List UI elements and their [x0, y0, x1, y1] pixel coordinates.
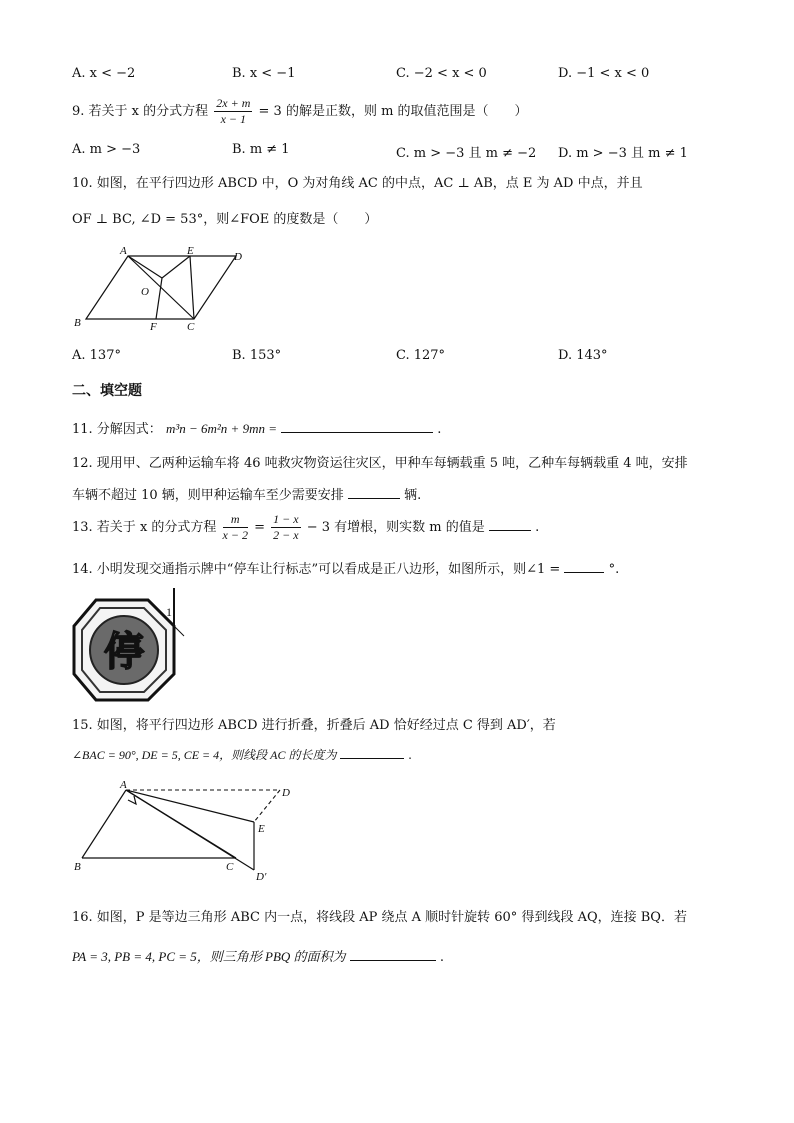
q10-line1: 10. 如图，在平行四边形 ABCD 中，O 为对角线 AC 的中点，AC ⊥ AB，点 E 为 AD 中点，并且	[72, 176, 643, 191]
q15-label-d: D	[282, 787, 290, 799]
segment-ae	[126, 790, 254, 822]
q15-label-c: C	[226, 861, 234, 873]
q15-label-e: E	[258, 823, 265, 835]
q10-line2: OF ⊥ BC, ∠D = 53°，则∠FOE 的度数是（ ）	[72, 212, 378, 227]
q16-answer-blank	[350, 960, 436, 961]
q10-label-f: F	[150, 321, 157, 333]
q12-line2-prefix: 车辆不超过 10 辆，则甲种运输车至少需要安排	[72, 488, 344, 503]
q12-answer-blank	[348, 498, 400, 499]
q13-fraction-1	[223, 512, 248, 543]
q9-option-d: D. m > −3 且 m ≠ 1	[558, 146, 688, 161]
q8-option-d: D. −1 < x < 0	[558, 66, 650, 81]
segment-oe	[162, 256, 190, 278]
q11-answer-blank	[281, 432, 433, 433]
q9-prefix: 9. 若关于 x 的分式方程	[72, 104, 209, 119]
q15-answer-blank	[340, 758, 404, 759]
q13-frac1-num: m	[223, 512, 248, 528]
q11-end: .	[437, 422, 442, 437]
q10-parallelogram-figure	[70, 244, 260, 336]
q10-option-b: B. 153°	[232, 348, 282, 363]
q16-line1: 16. 如图，P 是等边三角形 ABC 内一点，将线段 AP 绕点 A 顺时针旋转 60° 得到线段 AQ，连接 BQ．若	[72, 910, 687, 925]
q15-label-b: B	[74, 861, 81, 873]
q14-end: °.	[608, 562, 620, 577]
stop-character: 停	[104, 629, 144, 675]
q10-label-d: D	[234, 251, 242, 263]
q12-line2	[72, 484, 421, 503]
q15-line2-prefix: ∠BAC = 90°, DE = 5, CE = 4，则线段 AC 的长度为	[72, 748, 337, 762]
q11-prefix: 11. 分解因式：	[72, 422, 162, 437]
q8-option-c: C. −2 < x < 0	[396, 66, 487, 81]
q9-suffix: = 3 的解是正数，则 m 的取值范围是（ ）	[258, 104, 528, 119]
q9-frac-den: x − 1	[220, 112, 247, 126]
section-title-fill-in: 二、填空题	[72, 383, 142, 399]
q12-line1: 12. 现用甲、乙两种运输车将 46 吨救灾物资运往灾区，甲种车每辆载重 5 吨，乙种车每辆载重 4 吨，安排	[72, 456, 688, 471]
q13-end: .	[535, 520, 540, 535]
q9-option-b: B. m ≠ 1	[232, 142, 290, 157]
q9-option-a: A. m > −3	[72, 142, 141, 157]
q15-label-a: A	[120, 779, 127, 791]
q9-frac-num: 2x + m	[216, 96, 251, 110]
q9-option-c: C. m > −3 且 m ≠ −2	[396, 146, 537, 161]
q10-label-e: E	[187, 245, 194, 257]
q8-option-a: A. x < −2	[72, 66, 136, 81]
q15-label-d-prime: D′	[256, 871, 267, 882]
q14-angle-label: 1	[166, 605, 172, 619]
q10-option-a: A. 137°	[72, 348, 121, 363]
dashed-de	[254, 790, 280, 822]
q13-suffix: − 3 有增根，则实数 m 的值是	[306, 520, 485, 535]
q13-frac2-den: 2 − x	[273, 528, 299, 542]
q15-fold-figure	[70, 778, 310, 882]
right-angle-mark	[128, 796, 136, 804]
question-13	[72, 512, 539, 543]
q10-option-d: D. 143°	[558, 348, 608, 363]
q14-stop-sign-figure	[70, 586, 186, 706]
q14-answer-blank	[564, 572, 604, 573]
q10-label-a: A	[120, 245, 127, 257]
side-ab	[82, 790, 126, 858]
q13-equals: =	[254, 520, 266, 535]
question-11	[72, 418, 441, 437]
q11-expression: m³n − 6m²n + 9mn =	[165, 421, 277, 436]
q15-line2	[72, 746, 412, 763]
q14-text: 14. 小明发现交通指示牌中“停车让行标志”可以看成是正八边形，如图所示，则∠1 =	[72, 562, 561, 577]
question-9	[72, 96, 528, 127]
q8-option-b: B. x < −1	[232, 66, 296, 81]
q16-line2-end: .	[439, 950, 444, 965]
q13-answer-blank	[489, 530, 531, 531]
q16-line2-prefix: PA = 3, PB = 4, PC = 5，则三角形 PBQ 的面积为	[72, 949, 346, 964]
q12-line2-suffix: 辆.	[404, 488, 422, 503]
q15-line1: 15. 如图，将平行四边形 ABCD 进行折叠，折叠后 AD 恰好经过点 C 得到 AD′，若	[72, 718, 556, 733]
q13-fraction-2	[271, 512, 300, 543]
q10-label-b: B	[74, 317, 81, 329]
q13-frac1-den: x − 2	[222, 528, 248, 542]
q16-line2	[72, 946, 444, 965]
q10-label-c: C	[187, 321, 195, 333]
segment-ao	[128, 256, 162, 278]
q13-frac2-num: 1 − x	[273, 512, 299, 526]
q15-line2-end: .	[408, 748, 412, 762]
q9-fraction	[214, 96, 252, 127]
question-14	[72, 558, 619, 577]
q13-prefix: 13. 若关于 x 的分式方程	[72, 520, 217, 535]
q10-option-c: C. 127°	[396, 348, 446, 363]
q10-label-o: O	[141, 286, 149, 298]
segment-ec	[190, 256, 194, 319]
